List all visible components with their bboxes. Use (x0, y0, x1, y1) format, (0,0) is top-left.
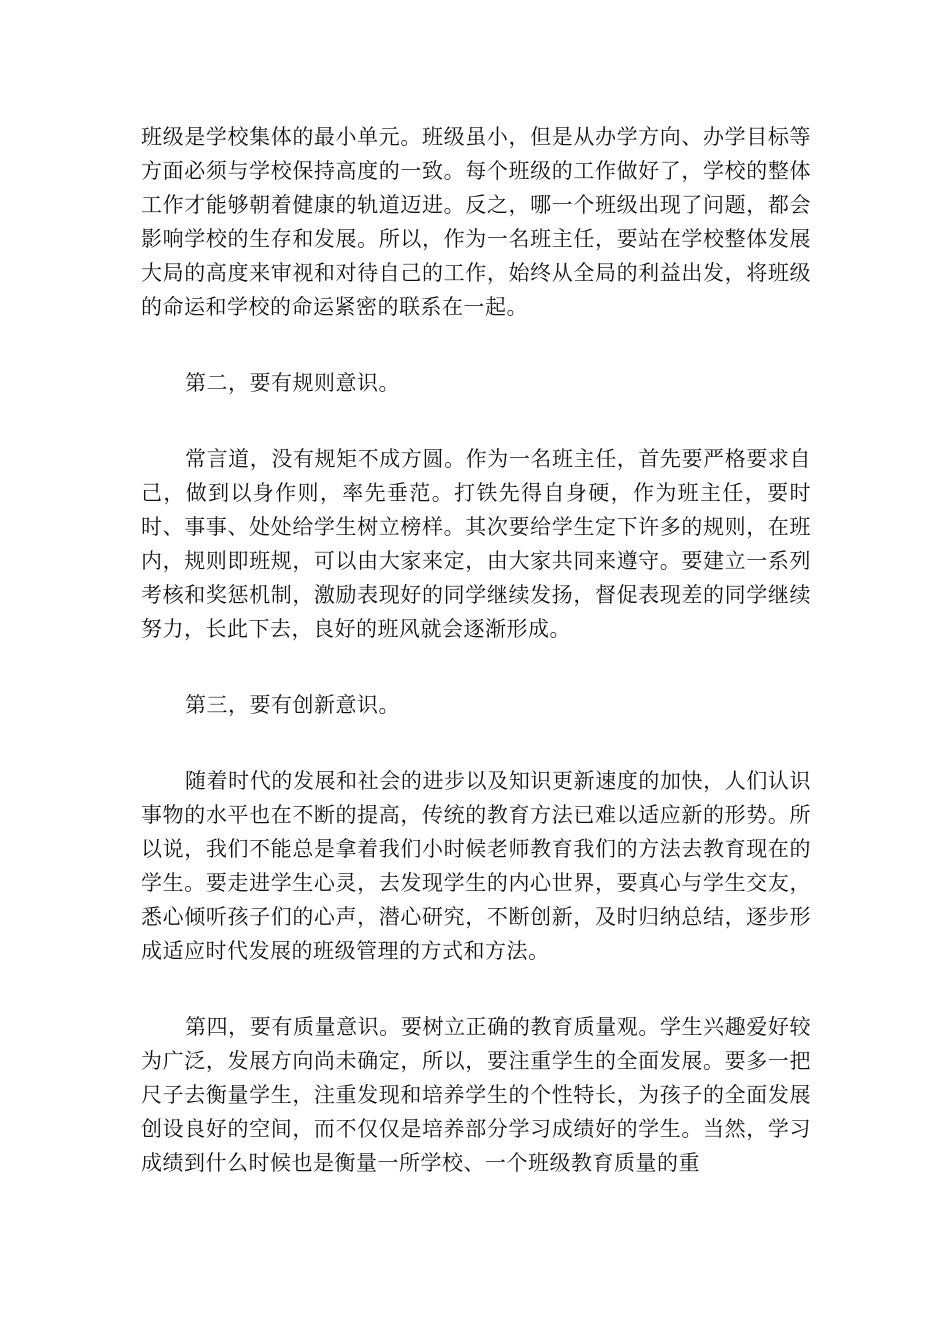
paragraph-quality-awareness: 第四，要有质量意识。要树立正确的教育质量观。学生兴趣爱好较为广泛，发展方向尚未确定，所以，要注重学生的全面发展。要多一把尺子去衡量学生，注重发现和培养学生的个性特长，为孩子的全面发展创设良好的空间，而不仅仅是培养部分学习成绩好的学生。当然，学习成绩到什么时候也是衡量一所学校、一个班级教育质量的重 (141, 1015, 811, 1175)
document-body (141, 120, 811, 1222)
paragraph-rules: 常言道，没有规矩不成方圆。作为一名班主任，首先要严格要求自己，做到以身作则，率先垂范。打铁先得自身硬，作为班主任，要时时、事事、处处给学生树立榜样。其次要给学生定下许多的规则，在班内，规则即班规，可以由大家来定，由大家共同来遵守。要建立一系列考核和奖惩机制，激励表现好的同学继续发扬，督促表现差的同学继续努力，长此下去，良好的班风就会逐渐形成。 (141, 447, 811, 641)
paragraph-class-unit: 班级是学校集体的最小单元。班级虽小，但是从办学方向、办学目标等方面必须与学校保持高度的一致。每个班级的工作做好了，学校的整体工作才能够朝着健康的轨道迈进。反之，哪一个班级出现了问题，都会影响学校的生存和发展。所以，作为一名班主任，要站在学校整体发展大局的高度来审视和对待自己的工作，始终从全局的利益出发，将班级的命运和学校的命运紧密的联系在一起。 (141, 125, 811, 319)
heading-rules-awareness: 第二，要有规则意识。 (185, 371, 400, 395)
heading-innovation-awareness: 第三，要有创新意识。 (185, 693, 400, 717)
paragraph-innovation: 随着时代的发展和社会的进步以及知识更新速度的加快，人们认识事物的水平也在不断的提高，传统的教育方法已难以适应新的形势。所以说，我们不能总是拿着我们小时候老师教育我们的方法去教育现在的学生。要走进学生心灵，去发现学生的内心世界，要真心与学生交友，悉心倾听孩子们的心声，潜心研究，不断创新，及时归纳总结，逐步形成适应时代发展的班级管理的方式和方法。 (141, 769, 811, 963)
